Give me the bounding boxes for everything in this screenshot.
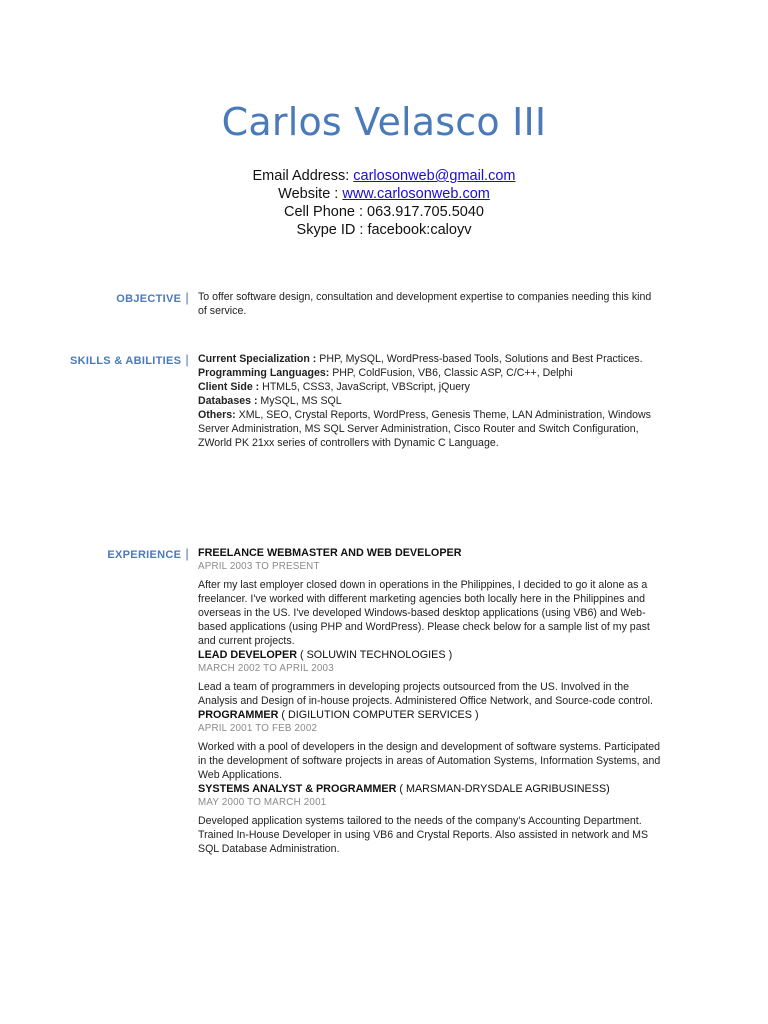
skill-text: XML, SEO, Crystal Reports, WordPress, Genesis Theme, LAN Administration, Windows Server Administration, MS SQL Server Administration, Cisco Router and Switch Configuration, ZWorld PK 21xx series of controllers with Dynamic C Language.	[198, 409, 651, 449]
experience-block	[198, 546, 662, 856]
objective-heading	[40, 290, 189, 305]
email-label: Email Address:	[252, 168, 354, 184]
skill-text: PHP, MySQL, WordPress-based Tools, Solutions and Best Practices.	[316, 353, 643, 365]
skill-item	[198, 408, 662, 450]
job-title-line	[198, 782, 662, 796]
website-link[interactable]: www.carlosonweb.com	[342, 186, 490, 202]
resume-name: Carlos Velasco III	[221, 100, 547, 144]
skill-text: PHP, ColdFusion, VB6, Classic ASP, C/C++, Delphi	[329, 367, 573, 379]
job-dates: MAY 2000 TO MARCH 2001	[198, 797, 327, 808]
job-company: ( DIGILUTION COMPUTER SERVICES )	[278, 709, 479, 721]
job-title: FREELANCE WEBMASTER AND WEB DEVELOPER	[198, 547, 462, 559]
skill-title: Current Specialization :	[198, 353, 317, 365]
objective-text: To offer software design, consultation and development expertise to companies needing this kind of service.	[198, 291, 652, 317]
contact-block	[0, 167, 768, 239]
job-description: Lead a team of programmers in developing projects outsourced from the US. Involved in the Analysis and Design of in-house projects. Administered Office Network, and Source-code control.	[198, 681, 653, 707]
skill-text: HTML5, CSS3, JavaScript, VBScript, jQuery	[259, 381, 470, 393]
section-divider: |	[185, 352, 189, 367]
skill-title: Others:	[198, 409, 236, 421]
skill-text: MySQL, MS SQL	[257, 395, 342, 407]
objective-block	[198, 290, 662, 318]
job-title: LEAD DEVELOPER	[198, 649, 297, 661]
email-line	[0, 167, 768, 185]
skype-line: Skype ID : facebook:caloyv	[296, 222, 472, 238]
job-title-line	[198, 708, 662, 722]
experience-heading	[40, 546, 189, 561]
website-label: Website :	[278, 186, 343, 202]
job-dates: APRIL 2001 TO FEB 2002	[198, 723, 318, 734]
job-description: Developed application systems tailored to the needs of the company's Accounting Department. Trained In-House Developer in using VB6 and Crystal Reports. Also assisted in network and MS SQL Database Administration.	[198, 815, 649, 855]
job-entry	[198, 648, 662, 708]
skill-item	[198, 352, 662, 366]
skill-item	[198, 380, 662, 394]
job-entry	[198, 546, 662, 648]
email-link[interactable]: carlosonweb@gmail.com	[353, 168, 516, 184]
experience-label: EXPERIENCE	[107, 549, 182, 561]
section-divider: |	[185, 290, 189, 305]
phone-line: Cell Phone : 063.917.705.5040	[284, 204, 484, 220]
job-title-line	[198, 546, 662, 560]
job-dates: MARCH 2002 TO APRIL 2003	[198, 663, 334, 674]
objective-label: OBJECTIVE	[116, 293, 182, 305]
website-line	[0, 185, 768, 203]
skills-block	[198, 352, 662, 450]
job-company: ( MARSMAN-DRYSDALE AGRIBUSINESS)	[396, 783, 610, 795]
job-title-line	[198, 648, 662, 662]
skills-label: SKILLS & ABILITIES	[69, 355, 182, 367]
job-dates: APRIL 2003 TO PRESENT	[198, 561, 320, 572]
skill-title: Databases :	[198, 395, 258, 407]
job-company: ( SOLUWIN TECHNOLOGIES )	[297, 649, 453, 661]
job-description: Worked with a pool of developers in the design and development of software systems. Participated in the development of software projects in areas of Automation Systems, Information Systems, and Web Applications.	[198, 741, 661, 781]
skill-title: Programming Languages:	[198, 367, 330, 379]
skills-heading	[40, 352, 189, 367]
job-title: PROGRAMMER	[198, 709, 279, 721]
skill-item	[198, 394, 662, 408]
skill-title: Client Side :	[198, 381, 260, 393]
job-title: SYSTEMS ANALYST & PROGRAMMER	[198, 783, 397, 795]
section-divider: |	[185, 546, 189, 561]
job-description: After my last employer closed down in operations in the Philippines, I decided to go it alone as a freelancer. I've worked with different marketing agencies both locally here in the Philippines and overseas in the US. I've developed Windows-based desktop applications (using VB6) and Web-based applications (using PHP and WordPress). Please check below for a sample list of my past and current projects.	[198, 579, 650, 647]
skill-item	[198, 366, 662, 380]
job-entry	[198, 708, 662, 782]
job-entry	[198, 782, 662, 856]
